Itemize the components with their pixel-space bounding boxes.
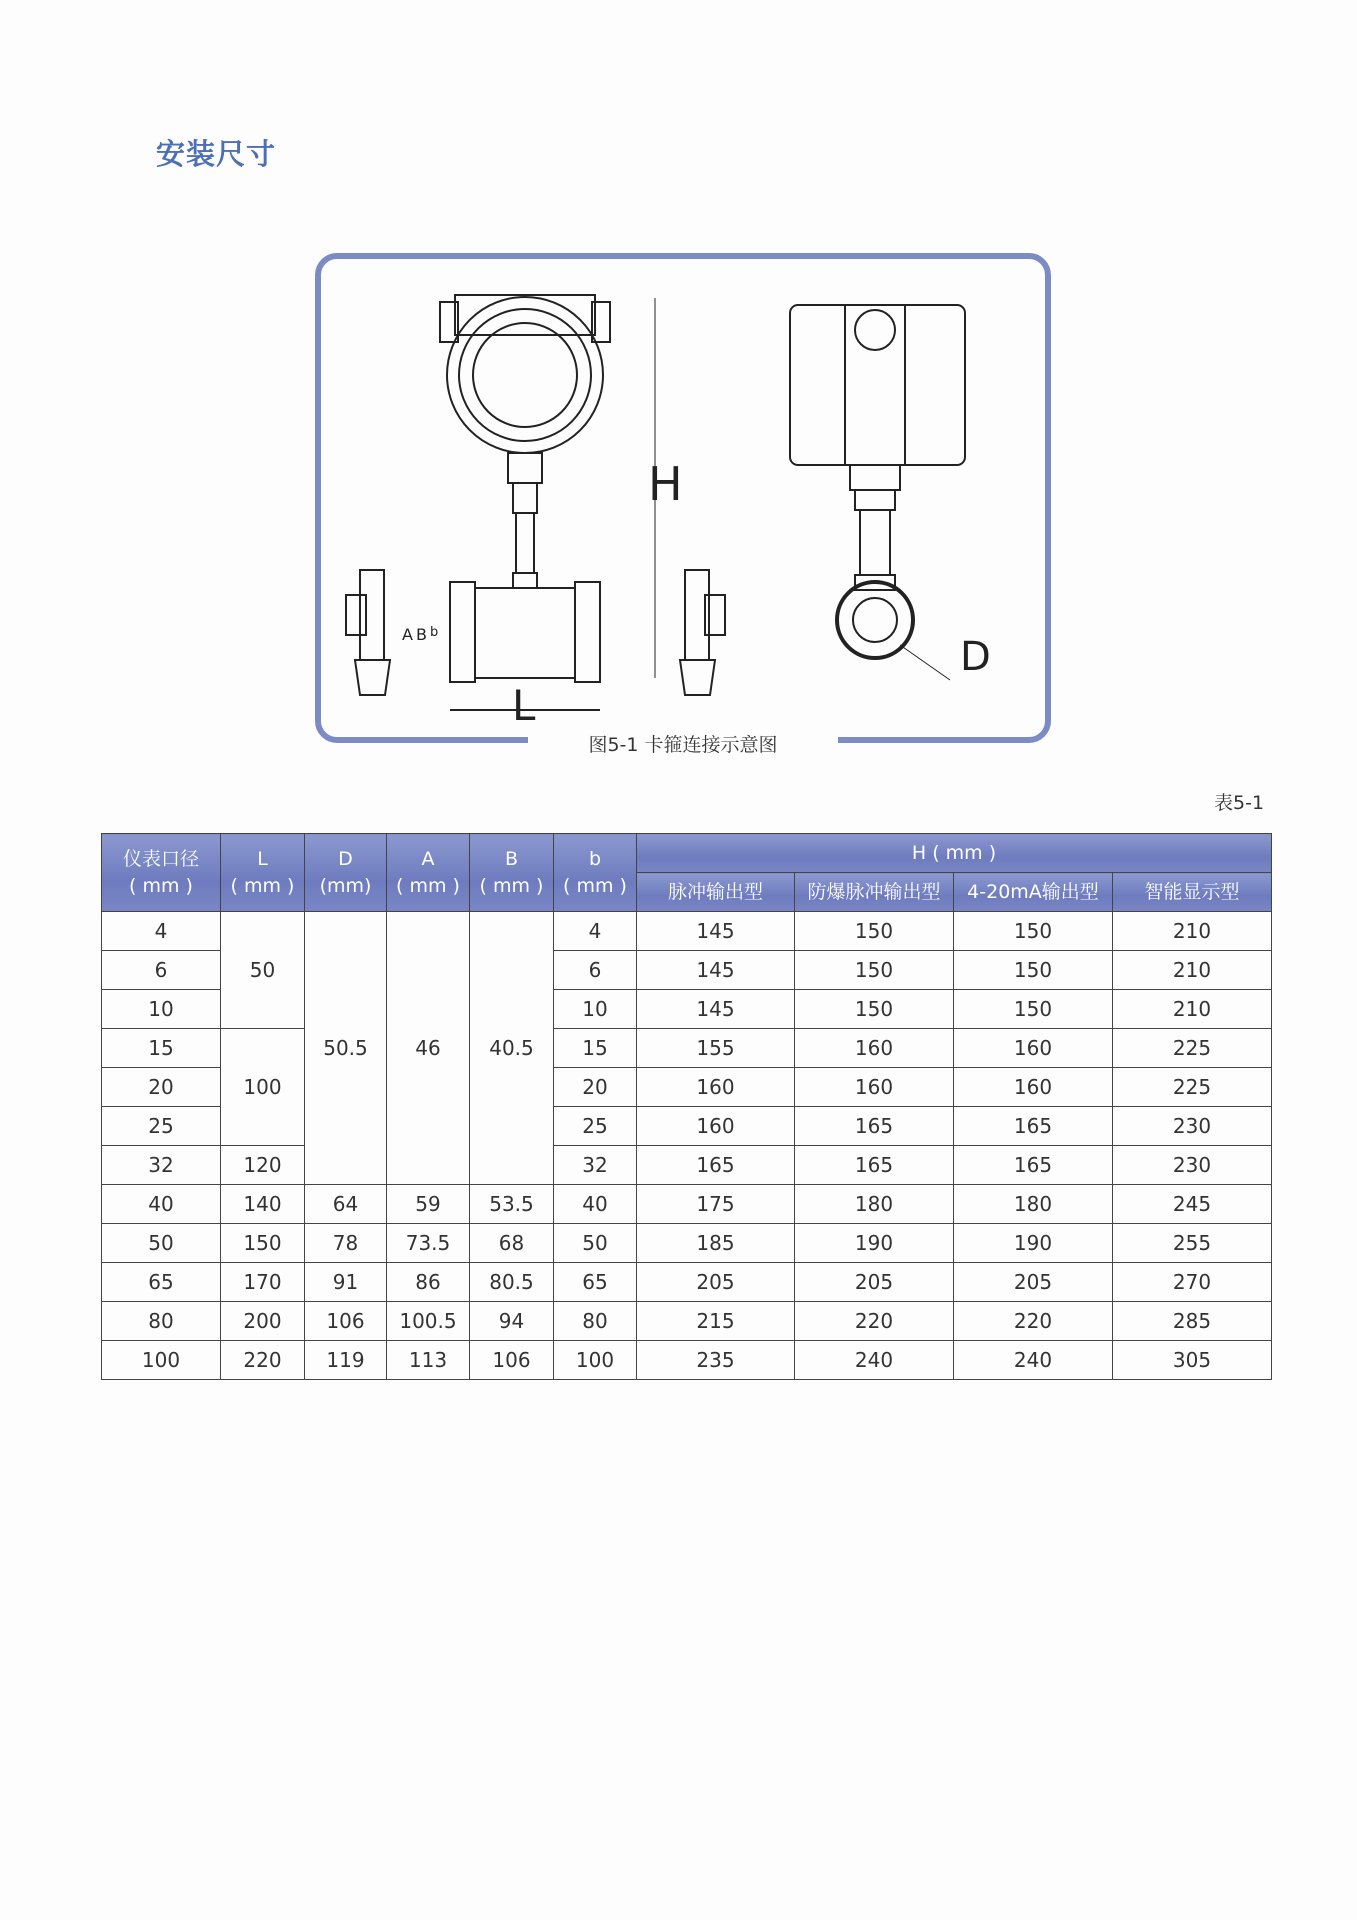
- table-cell: 150: [795, 990, 954, 1029]
- table-cell: 170: [221, 1263, 305, 1302]
- clamp-connection-diagram: [330, 270, 1040, 720]
- section-title: 安装尺寸: [156, 137, 277, 171]
- header-D: D (mm): [305, 834, 387, 912]
- table-cell: 50.5: [305, 912, 387, 1185]
- table-cell: 20: [102, 1068, 221, 1107]
- table-row: [102, 912, 1272, 951]
- header-H: H ( mm ): [637, 834, 1272, 873]
- table-cell: 53.5: [470, 1185, 554, 1224]
- table-cell: 230: [1113, 1146, 1272, 1185]
- table-cell: 94: [470, 1302, 554, 1341]
- table-cell: 100.5: [387, 1302, 470, 1341]
- table-cell: 160: [637, 1107, 795, 1146]
- table-row: [102, 1185, 1272, 1224]
- table-cell: 150: [795, 951, 954, 990]
- table-cell: 50: [102, 1224, 221, 1263]
- table-cell: 190: [954, 1224, 1113, 1263]
- table-cell: 165: [954, 1107, 1113, 1146]
- table-cell: 230: [1113, 1107, 1272, 1146]
- table-cell: 40: [554, 1185, 637, 1224]
- table-cell: 20: [554, 1068, 637, 1107]
- table-cell: 180: [795, 1185, 954, 1224]
- table-cell: 80: [554, 1302, 637, 1341]
- table-cell: 225: [1113, 1068, 1272, 1107]
- table-cell: 73.5: [387, 1224, 470, 1263]
- table-cell: 106: [305, 1302, 387, 1341]
- table-cell: 215: [637, 1302, 795, 1341]
- header-dn: 仪表口径 ( mm ): [102, 834, 221, 912]
- header-B: B ( mm ): [470, 834, 554, 912]
- table-cell: 119: [305, 1341, 387, 1380]
- table-cell: 50: [221, 912, 305, 1029]
- table-cell: 165: [795, 1146, 954, 1185]
- table-cell: 86: [387, 1263, 470, 1302]
- table-cell: 145: [637, 912, 795, 951]
- label-B: B: [416, 625, 427, 644]
- figure-caption: 图5-1 卡箍连接示意图: [528, 730, 838, 757]
- header-b: b ( mm ): [554, 834, 637, 912]
- table-cell: 6: [102, 951, 221, 990]
- header-H-smart-display: 智能显示型: [1113, 873, 1272, 912]
- table-cell: 210: [1113, 951, 1272, 990]
- table-row: [102, 1029, 1272, 1068]
- table-cell: 185: [637, 1224, 795, 1263]
- table-cell: 80.5: [470, 1263, 554, 1302]
- table-cell: 120: [221, 1146, 305, 1185]
- table-cell: 140: [221, 1185, 305, 1224]
- table-cell: 160: [954, 1029, 1113, 1068]
- table-cell: 6: [554, 951, 637, 990]
- table-cell: 205: [795, 1263, 954, 1302]
- table-row: [102, 1263, 1272, 1302]
- header-H-explosion-proof: 防爆脉冲输出型: [795, 873, 954, 912]
- table-cell: 64: [305, 1185, 387, 1224]
- table-cell: 113: [387, 1341, 470, 1380]
- table-cell: 180: [954, 1185, 1113, 1224]
- label-b: b: [430, 625, 439, 640]
- table-cell: 190: [795, 1224, 954, 1263]
- table-row: [102, 1302, 1272, 1341]
- table-row: [102, 1341, 1272, 1380]
- table-cell: 175: [637, 1185, 795, 1224]
- table-row: [102, 1224, 1272, 1263]
- table-cell: 220: [221, 1341, 305, 1380]
- table-cell: 40.5: [470, 912, 554, 1185]
- table-cell: 150: [954, 990, 1113, 1029]
- table-cell: 106: [470, 1341, 554, 1380]
- table-cell: 165: [637, 1146, 795, 1185]
- table-cell: 100: [102, 1341, 221, 1380]
- table-cell: 145: [637, 951, 795, 990]
- table-cell: 4: [102, 912, 221, 951]
- header-A: A ( mm ): [387, 834, 470, 912]
- table-cell: 15: [554, 1029, 637, 1068]
- table-cell: 80: [102, 1302, 221, 1341]
- table-cell: 225: [1113, 1029, 1272, 1068]
- table-cell: 305: [1113, 1341, 1272, 1380]
- table-cell: 240: [795, 1341, 954, 1380]
- table-cell: 32: [554, 1146, 637, 1185]
- table-cell: 160: [637, 1068, 795, 1107]
- table-cell: 160: [795, 1068, 954, 1107]
- table-cell: 210: [1113, 990, 1272, 1029]
- table-cell: 59: [387, 1185, 470, 1224]
- header-H-pulse: 脉冲输出型: [637, 873, 795, 912]
- table-cell: 220: [954, 1302, 1113, 1341]
- table-cell: 15: [102, 1029, 221, 1068]
- table-cell: 205: [637, 1263, 795, 1302]
- table-cell: 165: [954, 1146, 1113, 1185]
- table-cell: 65: [554, 1263, 637, 1302]
- label-L: L: [512, 681, 536, 720]
- table-cell: 210: [1113, 912, 1272, 951]
- table-label: 表5-1: [1214, 792, 1265, 814]
- table-cell: 240: [954, 1341, 1113, 1380]
- table-cell: 150: [954, 912, 1113, 951]
- table-cell: 155: [637, 1029, 795, 1068]
- label-D: D: [960, 634, 991, 680]
- table-cell: 32: [102, 1146, 221, 1185]
- table-cell: 46: [387, 912, 470, 1185]
- table-cell: 91: [305, 1263, 387, 1302]
- table-cell: 255: [1113, 1224, 1272, 1263]
- table-cell: 68: [470, 1224, 554, 1263]
- table-cell: 50: [554, 1224, 637, 1263]
- table-cell: 245: [1113, 1185, 1272, 1224]
- table-cell: 10: [102, 990, 221, 1029]
- table-cell: 25: [102, 1107, 221, 1146]
- table-cell: 150: [954, 951, 1113, 990]
- table-cell: 220: [795, 1302, 954, 1341]
- table-cell: 150: [221, 1224, 305, 1263]
- table-cell: 270: [1113, 1263, 1272, 1302]
- header-H-4-20mA: 4-20mA输出型: [954, 873, 1113, 912]
- label-A: A: [402, 625, 413, 644]
- table-cell: 150: [795, 912, 954, 951]
- table-cell: 145: [637, 990, 795, 1029]
- table-cell: 4: [554, 912, 637, 951]
- table-cell: 160: [795, 1029, 954, 1068]
- table-cell: 205: [954, 1263, 1113, 1302]
- table-cell: 165: [795, 1107, 954, 1146]
- table-row: [102, 1146, 1272, 1185]
- dimension-table: [101, 833, 1272, 1380]
- table-cell: 235: [637, 1341, 795, 1380]
- table-cell: 100: [554, 1341, 637, 1380]
- label-H: H: [648, 457, 683, 511]
- table-cell: 100: [221, 1029, 305, 1146]
- header-L: L ( mm ): [221, 834, 305, 912]
- table-cell: 10: [554, 990, 637, 1029]
- table-cell: 65: [102, 1263, 221, 1302]
- table-cell: 285: [1113, 1302, 1272, 1341]
- table-cell: 78: [305, 1224, 387, 1263]
- table-cell: 200: [221, 1302, 305, 1341]
- table-cell: 40: [102, 1185, 221, 1224]
- table-cell: 160: [954, 1068, 1113, 1107]
- table-cell: 25: [554, 1107, 637, 1146]
